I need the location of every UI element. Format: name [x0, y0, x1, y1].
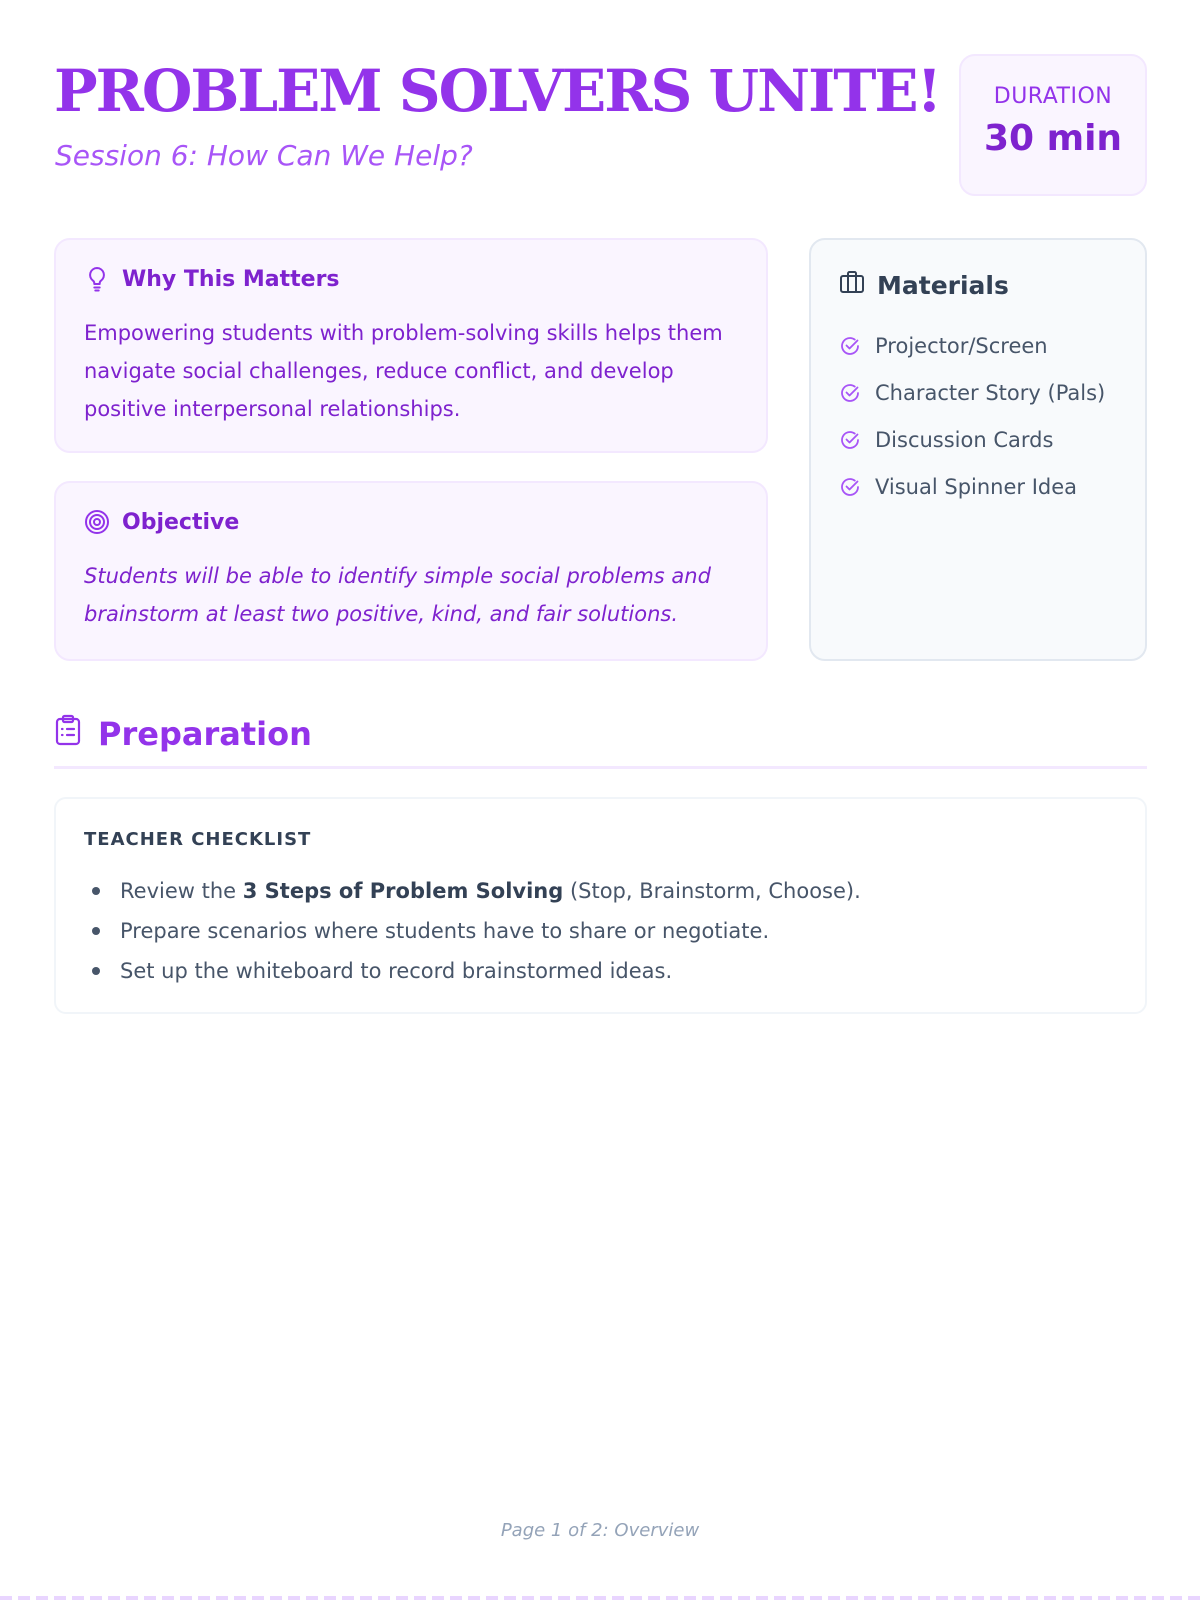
session-subtitle: Session 6: How Can We Help?	[55, 139, 473, 172]
clipboard-list-icon	[54, 714, 82, 754]
checklist-text: Review the 3 Steps of Problem Solving (Stop, Brainstorm, Choose).	[120, 879, 861, 903]
material-label: Visual Spinner Idea	[875, 474, 1078, 499]
list-item	[839, 322, 1105, 369]
bottom-border	[0, 1596, 1200, 1600]
objective-text: Students will be able to identify simple social problems and brainstorm at least two positive, kind, and fair solutions.	[84, 564, 711, 626]
bullet-icon	[92, 967, 100, 975]
target-icon	[84, 509, 110, 535]
list-item	[86, 911, 861, 951]
checklist-text: Prepare scenarios where students have to share or negotiate.	[120, 919, 770, 943]
briefcase-icon	[839, 270, 865, 300]
list-item	[86, 871, 861, 911]
preparation-header	[54, 714, 312, 754]
why-this-matters-heading: Why This Matters	[122, 266, 340, 292]
objective-card	[54, 481, 768, 661]
objective-heading: Objective	[122, 509, 240, 535]
materials-heading: Materials	[877, 270, 1009, 300]
page-title: PROBLEM SOLVERS UNITE!	[54, 57, 941, 125]
material-label: Character Story (Pals)	[875, 380, 1106, 405]
check-circle-icon	[839, 476, 861, 498]
bullet-icon	[92, 927, 100, 935]
check-circle-icon	[839, 382, 861, 404]
teacher-checklist-card	[54, 797, 1147, 1014]
why-this-matters-text: Empowering students with problem-solving skills helps them navigate social challenges, reduce conflict, and develop positive interpersonal relationships.	[84, 321, 723, 421]
list-item	[839, 463, 1105, 510]
duration-badge	[959, 54, 1147, 196]
checklist-text: Set up the whiteboard to record brainstormed ideas.	[120, 959, 673, 983]
why-this-matters-header	[84, 266, 340, 292]
list-item	[839, 369, 1105, 416]
preparation-heading: Preparation	[98, 715, 312, 753]
list-item	[839, 416, 1105, 463]
page-footer: Page 1 of 2: Overview	[500, 1520, 700, 1541]
duration-value: 30 min	[983, 118, 1123, 159]
materials-header	[839, 270, 1009, 300]
check-circle-icon	[839, 335, 861, 357]
materials-list	[839, 322, 1105, 510]
checklist-title: TEACHER CHECKLIST	[84, 829, 312, 850]
materials-card	[809, 238, 1147, 661]
bullet-icon	[92, 887, 100, 895]
material-label: Discussion Cards	[875, 427, 1054, 452]
checklist	[86, 871, 861, 991]
list-item	[86, 951, 861, 991]
section-divider	[54, 766, 1147, 769]
duration-label: DURATION	[993, 84, 1113, 109]
lightbulb-icon	[84, 266, 110, 292]
check-circle-icon	[839, 429, 861, 451]
why-this-matters-card	[54, 238, 768, 453]
material-label: Projector/Screen	[875, 333, 1048, 358]
objective-header	[84, 509, 239, 535]
